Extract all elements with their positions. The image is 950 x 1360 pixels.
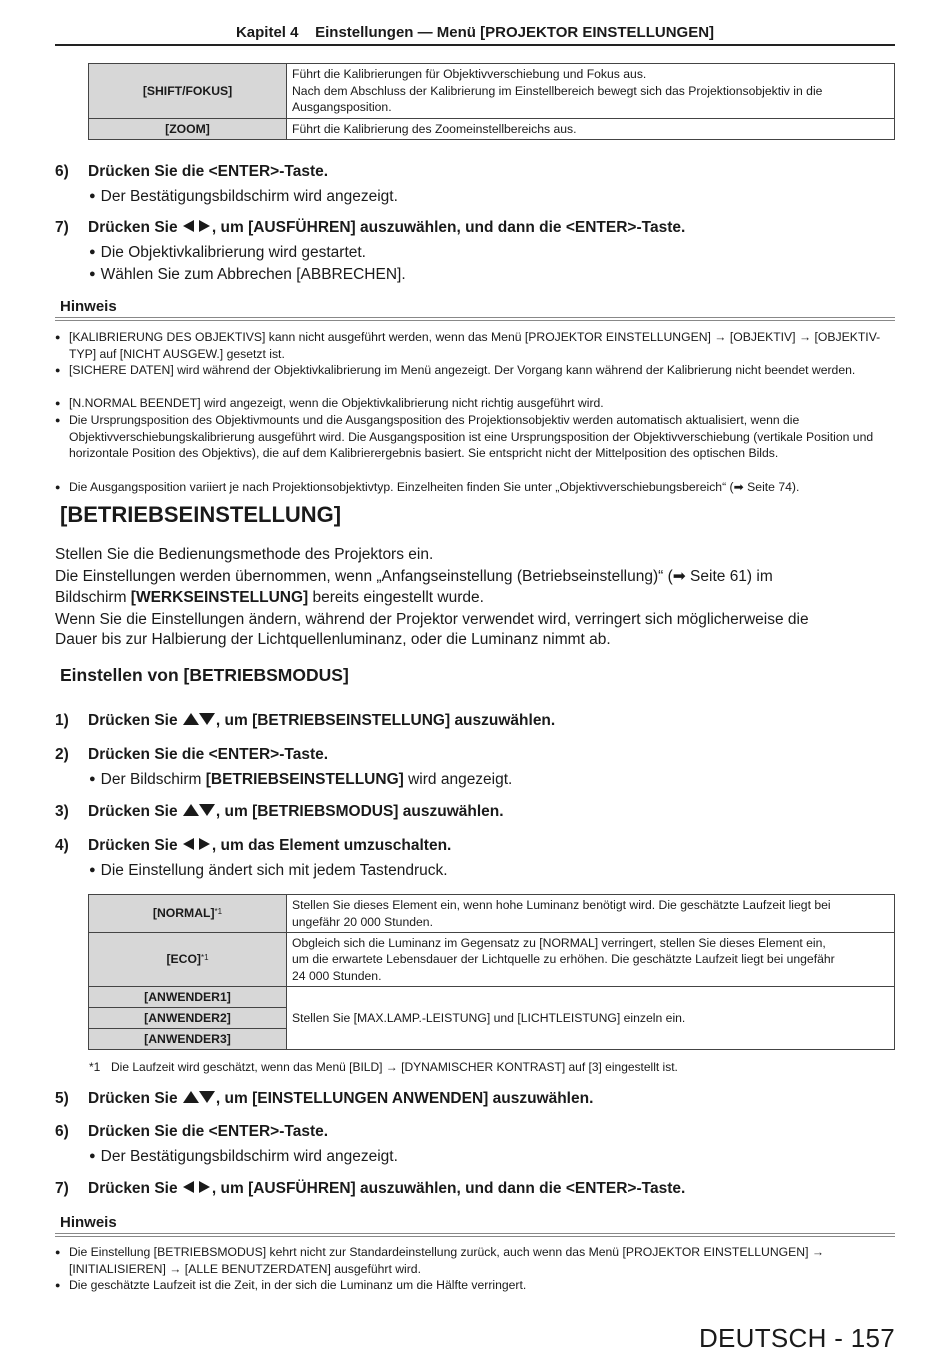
step-7: 7) Drücken Sie , um [AUSFÜHREN] auszuwählen, und dann die <ENTER>-Taste. — [55, 219, 686, 236]
left-right-arrows-icon — [182, 837, 212, 851]
section-paragraph: Wenn Sie die Einstellungen ändern, während der Projektor verwendet wird, verringert sich möglicherweise die — [55, 611, 809, 628]
table-value: Stellen Sie [MAX.LAMP.-LEISTUNG] und [LICHTLEISTUNG] einzeln ein. — [287, 987, 895, 1050]
table-value: Führt die Kalibrierung des Zoomeinstellbereichs aus. — [287, 119, 895, 140]
section-paragraph: Stellen Sie die Bedienungsmethode des Projektors ein. — [55, 546, 434, 563]
step-bullet: ● Der Bestätigungsbildschirm wird angezeigt. — [89, 188, 398, 206]
note-item: ● [N.NORMAL BEENDET] wird angezeigt, wenn die Objektivkalibrierung nicht richtig ausgeführt wird. — [55, 395, 895, 412]
table-key: [ECO]$^{*1}$ — [89, 933, 287, 987]
section-paragraph: Bildschirm [WERKSEINSTELLUNG] bereits eingestellt wurde. — [55, 589, 484, 606]
up-down-arrows-icon — [182, 1090, 216, 1104]
table-value: Obgleich sich die Luminanz im Gegensatz zu [NORMAL] verringert, stellen Sie dieses Element ein, um die erwartete Lebensdauer der Lichtquelle zu erhöhen. Die geschätzte Laufzeit liegt bei ungefähr 24 000 Stunden. — [287, 933, 895, 987]
step-4: 4) Drücken Sie , um das Element umzuschalten. — [55, 837, 452, 854]
step-bullet: ● Die Objektivkalibrierung wird gestartet. — [89, 244, 366, 262]
subsection-title: Einstellen von [BETRIEBSMODUS] — [60, 665, 349, 685]
note-rule — [55, 1233, 895, 1237]
step-6: 6) Drücken Sie die <ENTER>-Taste. — [55, 1123, 329, 1140]
step-bullet: ● Der Bestätigungsbildschirm wird angezeigt. — [89, 1148, 398, 1166]
step-bullet: ● Wählen Sie zum Abbrechen [ABBRECHEN]. — [89, 266, 406, 284]
table-row — [89, 987, 895, 1008]
table-key: [SHIFT/FOKUS] — [89, 64, 287, 119]
step-bullet: ● Die Einstellung ändert sich mit jedem Tastendruck. — [89, 862, 448, 880]
step-3: 3) Drücken Sie , um [BETRIEBSMODUS] auszuwählen. — [55, 803, 504, 820]
left-right-arrows-icon — [182, 219, 212, 233]
note-heading: Hinweis — [60, 1214, 117, 1231]
calibration-table — [88, 63, 895, 140]
up-down-arrows-icon — [182, 712, 216, 726]
table-key: [NORMAL]$^{*1}$ — [89, 895, 287, 933]
table-row — [89, 119, 895, 140]
step-bullet: ● Der Bildschirm [BETRIEBSEINSTELLUNG] wird angezeigt. — [89, 771, 512, 789]
table-value: Stellen Sie dieses Element ein, wenn hohe Luminanz benötigt wird. Die geschätzte Laufzeit liegt bei ungefähr 20 000 Stunden. — [287, 895, 895, 933]
step-1: 1) Drücken Sie , um [BETRIEBSEINSTELLUNG] auszuwählen. — [55, 712, 556, 729]
page-number: DEUTSCH - 157 — [698, 1323, 895, 1353]
note-item: ● [KALIBRIERUNG DES OBJEKTIVS] kann nicht ausgeführt werden, wenn das Menü [PROJEKTOR EINSTELLUNGEN] → [OBJEKTIV] → [OBJEKTIV-TYP] auf [NICHT AUSGEW.] gesetzt ist. — [55, 329, 895, 362]
table-key: [ANWENDER1] — [89, 987, 287, 1008]
manual-page — [55, 0, 895, 1360]
table-key: [ANWENDER2] — [89, 1008, 287, 1029]
up-down-arrows-icon — [182, 803, 216, 817]
table-value — [287, 64, 895, 119]
note-rule — [55, 317, 895, 321]
note-item: ● Die geschätzte Laufzeit ist die Zeit, in der sich die Luminanz um die Hälfte verringert. — [55, 1277, 895, 1294]
note-item: ● [SICHERE DATEN] wird während der Objektivkalibrierung im Menü angezeigt. Der Vorgang kann während der Kalibrierung nicht beendet werden. — [55, 362, 895, 379]
section-paragraph: Die Einstellungen werden übernommen, wenn „Anfangseinstellung (Betriebseinstellung)“ (➡ Seite 61) im — [55, 568, 773, 585]
table-row — [89, 895, 895, 933]
section-title: [BETRIEBSEINSTELLUNG] — [60, 502, 342, 527]
step-2: 2) Drücken Sie die <ENTER>-Taste. — [55, 746, 329, 763]
note-item: ● Die Ausgangsposition variiert je nach Projektionsobjektivtyp. Einzelheiten finden Sie unter „Objektivverschiebungsbereich“ (➡ Seite 74). — [55, 479, 895, 496]
operating-mode-table — [88, 894, 895, 1050]
table-row — [89, 64, 895, 119]
note-item: ● Die Einstellung [BETRIEBSMODUS] kehrt nicht zur Standardeinstellung zurück, auch wenn das Menü [PROJEKTOR EINSTELLUNGEN] → [INITIALISIEREN] → [ALLE BENUTZERDATEN] ausgeführt wird. — [55, 1244, 895, 1277]
chapter-header: Kapitel 4 Einstellungen — Menü [PROJEKTOR EINSTELLUNGEN] — [235, 24, 715, 41]
table-value-line: Nach dem Abschluss der Kalibrierung im Einstellbereich bewegt sich das Projektionsobjektiv in die Ausgangsposition. — [292, 83, 823, 115]
header-rule — [55, 44, 895, 46]
left-right-arrows-icon — [182, 1180, 212, 1194]
note-item: ● Die Ursprungsposition des Objektivmounts und die Ausgangsposition des Projektionsobjektiv werden automatisch aktualisiert, wenn die Objektivverschiebungskalibrierung ausgeführt wird. Die Ausgangsposition ist eine Ursprungsposition der Objektivverschiebung (vertikale Position und horizontale Position des Objektivs), die auf dem Kalibrierergebnis basiert. Sie entspricht nicht der Mittelposition des optischen Bilds. — [55, 412, 895, 462]
table-value-line: Führt die Kalibrierungen für Objektivverschiebung und Fokus aus. — [292, 67, 647, 82]
table-row — [89, 933, 895, 987]
step-5: 5) Drücken Sie , um [EINSTELLUNGEN ANWENDEN] auszuwählen. — [55, 1090, 594, 1107]
footnote: *1 Die Laufzeit wird geschätzt, wenn das Menü [BILD] → [DYNAMISCHER KONTRAST] auf [3] eingestellt ist. — [89, 1060, 678, 1074]
table-key: [ANWENDER3] — [89, 1029, 287, 1050]
table-key: [ZOOM] — [89, 119, 287, 140]
step-7: 7) Drücken Sie , um [AUSFÜHREN] auszuwählen, und dann die <ENTER>-Taste. — [55, 1180, 686, 1197]
note-heading: Hinweis — [60, 298, 117, 315]
section-paragraph: Dauer bis zur Halbierung der Lichtquellenluminanz, oder die Luminanz nimmt ab. — [55, 631, 611, 648]
step-6: 6) Drücken Sie die <ENTER>-Taste. — [55, 163, 329, 180]
